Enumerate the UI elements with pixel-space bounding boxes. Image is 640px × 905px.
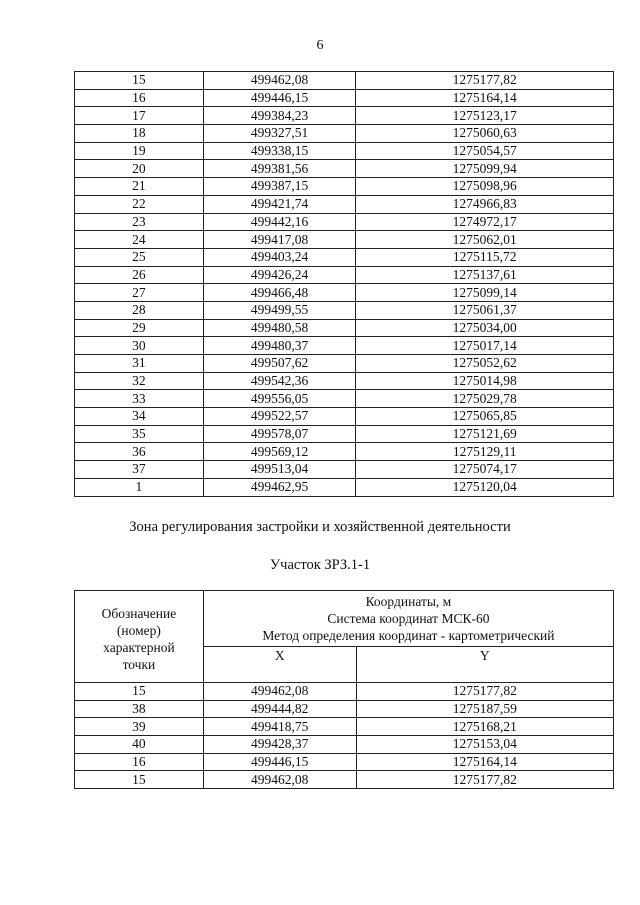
x-coordinate-cell: 499338,15 — [203, 142, 356, 160]
point-number-cell: 17 — [75, 107, 204, 125]
table-row — [75, 89, 614, 107]
table-row — [75, 142, 614, 160]
x-coordinate-cell: 499444,82 — [203, 700, 356, 718]
y-coordinate-cell: 1275121,69 — [356, 425, 614, 443]
page-number: 6 — [316, 38, 324, 53]
table-row — [75, 213, 614, 231]
table-row — [75, 248, 614, 266]
table-row — [75, 718, 614, 736]
x-coordinate-cell: 499418,75 — [203, 718, 356, 736]
point-number-cell: 22 — [75, 195, 204, 213]
y-coordinate-cell: 1275115,72 — [356, 248, 614, 266]
x-coordinate-cell: 499513,04 — [203, 461, 356, 479]
point-number-cell: 40 — [75, 736, 204, 754]
x-coordinate-cell: 499387,15 — [203, 178, 356, 196]
point-number-cell: 1 — [75, 478, 204, 496]
point-number-cell: 21 — [75, 178, 204, 196]
y-coordinate-cell: 1275168,21 — [356, 718, 613, 736]
table-row — [75, 107, 614, 125]
x-coordinate-cell: 499462,95 — [203, 478, 356, 496]
point-number-cell: 28 — [75, 301, 204, 319]
point-label-line: характерной — [103, 639, 175, 655]
point-number-cell: 25 — [75, 248, 204, 266]
table-row — [75, 390, 614, 408]
x-coordinate-cell: 499384,23 — [203, 107, 356, 125]
y-coordinate-cell: 1275062,01 — [356, 231, 614, 249]
point-number-cell: 26 — [75, 266, 204, 284]
x-coordinate-cell: 499462,08 — [203, 683, 356, 701]
y-column-header: Y — [356, 647, 613, 683]
point-number-cell: 32 — [75, 372, 204, 390]
table-row — [75, 72, 614, 90]
x-coordinate-cell: 499442,16 — [203, 213, 356, 231]
x-coordinate-cell: 499403,24 — [203, 248, 356, 266]
point-number-cell: 16 — [75, 89, 204, 107]
table-row — [75, 461, 614, 479]
y-coordinate-cell: 1275177,82 — [356, 683, 613, 701]
point-number-cell: 29 — [75, 319, 204, 337]
point-number-cell: 31 — [75, 355, 204, 373]
x-coordinate-cell: 499462,08 — [203, 72, 356, 90]
table-row — [75, 337, 614, 355]
coordinates-header — [203, 591, 613, 647]
x-coordinate-cell: 499507,62 — [203, 355, 356, 373]
point-label-line: Обозначение — [101, 605, 177, 621]
x-column-header: X — [203, 647, 356, 683]
table-row — [75, 771, 614, 789]
coordinates-title: Координаты, м — [365, 594, 452, 609]
table-row — [75, 160, 614, 178]
x-coordinate-cell: 499446,15 — [203, 753, 356, 771]
x-coordinate-cell: 499426,24 — [203, 266, 356, 284]
x-coordinate-cell: 499480,58 — [203, 319, 356, 337]
point-number-cell: 30 — [75, 337, 204, 355]
x-coordinate-cell: 499327,51 — [203, 125, 356, 143]
y-coordinate-cell: 1274972,17 — [356, 213, 614, 231]
point-label-header — [75, 591, 204, 683]
y-coordinate-cell: 1275099,94 — [356, 160, 614, 178]
y-coordinate-cell: 1275137,61 — [356, 266, 614, 284]
table-row — [75, 736, 614, 754]
y-coordinate-cell: 1275164,14 — [356, 753, 613, 771]
y-coordinate-cell: 1275029,78 — [356, 390, 614, 408]
y-coordinate-cell: 1275052,62 — [356, 355, 614, 373]
point-number-cell: 23 — [75, 213, 204, 231]
x-coordinate-cell: 499466,48 — [203, 284, 356, 302]
x-coordinate-cell: 499480,37 — [203, 337, 356, 355]
table-row — [75, 125, 614, 143]
point-number-cell: 37 — [75, 461, 204, 479]
point-number-cell: 15 — [75, 683, 204, 701]
table-row — [75, 301, 614, 319]
point-number-cell: 18 — [75, 125, 204, 143]
x-coordinate-cell: 499522,57 — [203, 408, 356, 426]
y-coordinate-cell: 1275014,98 — [356, 372, 614, 390]
point-number-cell: 35 — [75, 425, 204, 443]
table-row — [75, 372, 614, 390]
x-coordinate-cell: 499428,37 — [203, 736, 356, 754]
y-coordinate-cell: 1275164,14 — [356, 89, 614, 107]
parcel-title: Участок ЗРЗ.1-1 — [269, 557, 371, 573]
y-coordinate-cell: 1275098,96 — [356, 178, 614, 196]
table-row — [75, 753, 614, 771]
point-number-cell: 27 — [75, 284, 204, 302]
table-row — [75, 700, 614, 718]
x-coordinate-cell: 499462,08 — [203, 771, 356, 789]
table-row — [75, 425, 614, 443]
y-coordinate-cell: 1275177,82 — [356, 771, 613, 789]
y-coordinate-cell: 1274966,83 — [356, 195, 614, 213]
point-number-cell: 16 — [75, 753, 204, 771]
x-coordinate-cell: 499542,36 — [203, 372, 356, 390]
point-number-cell: 15 — [75, 771, 204, 789]
table-row — [75, 195, 614, 213]
table-row — [75, 683, 614, 701]
point-number-cell: 38 — [75, 700, 204, 718]
y-coordinate-cell: 1275065,85 — [356, 408, 614, 426]
point-number-cell: 34 — [75, 408, 204, 426]
x-coordinate-cell: 499569,12 — [203, 443, 356, 461]
x-coordinate-cell: 499446,15 — [203, 89, 356, 107]
table-row — [75, 178, 614, 196]
x-coordinate-cell: 499381,56 — [203, 160, 356, 178]
y-coordinate-cell: 1275120,04 — [356, 478, 614, 496]
x-coordinate-cell: 499578,07 — [203, 425, 356, 443]
point-number-cell: 36 — [75, 443, 204, 461]
table-row — [75, 284, 614, 302]
y-coordinate-cell: 1275187,59 — [356, 700, 613, 718]
coordinate-system: Система координат МСК-60 — [327, 611, 490, 626]
x-coordinate-cell: 499417,08 — [203, 231, 356, 249]
parcel-coordinates-table — [74, 590, 614, 789]
y-coordinate-cell: 1275153,04 — [356, 736, 613, 754]
point-number-cell: 20 — [75, 160, 204, 178]
y-coordinate-cell: 1275074,17 — [356, 461, 614, 479]
table-row — [75, 355, 614, 373]
point-number-cell: 39 — [75, 718, 204, 736]
point-number-cell: 15 — [75, 72, 204, 90]
point-number-cell: 33 — [75, 390, 204, 408]
table-row — [75, 478, 614, 496]
x-coordinate-cell: 499556,05 — [203, 390, 356, 408]
y-coordinate-cell: 1275034,00 — [356, 319, 614, 337]
x-coordinate-cell: 499499,55 — [203, 301, 356, 319]
table-row — [75, 231, 614, 249]
zone-title: Зона регулирования застройки и хозяйственной деятельности — [129, 519, 511, 535]
y-coordinate-cell: 1275017,14 — [356, 337, 614, 355]
y-coordinate-cell: 1275061,37 — [356, 301, 614, 319]
y-coordinate-cell: 1275054,57 — [356, 142, 614, 160]
y-coordinate-cell: 1275123,17 — [356, 107, 614, 125]
point-number-cell: 24 — [75, 231, 204, 249]
table-row — [75, 443, 614, 461]
table-row — [75, 266, 614, 284]
point-label-line: (номер) — [116, 622, 161, 638]
coordinate-method: Метод определения координат - картометрический — [262, 628, 555, 643]
point-label-line: точки — [122, 656, 156, 672]
coordinates-table-continued — [74, 71, 614, 497]
table-row — [75, 408, 614, 426]
y-coordinate-cell: 1275129,11 — [356, 443, 614, 461]
y-coordinate-cell: 1275060,63 — [356, 125, 614, 143]
table-row — [75, 319, 614, 337]
x-coordinate-cell: 499421,74 — [203, 195, 356, 213]
point-number-cell: 19 — [75, 142, 204, 160]
y-coordinate-cell: 1275177,82 — [356, 72, 614, 90]
y-coordinate-cell: 1275099,14 — [356, 284, 614, 302]
